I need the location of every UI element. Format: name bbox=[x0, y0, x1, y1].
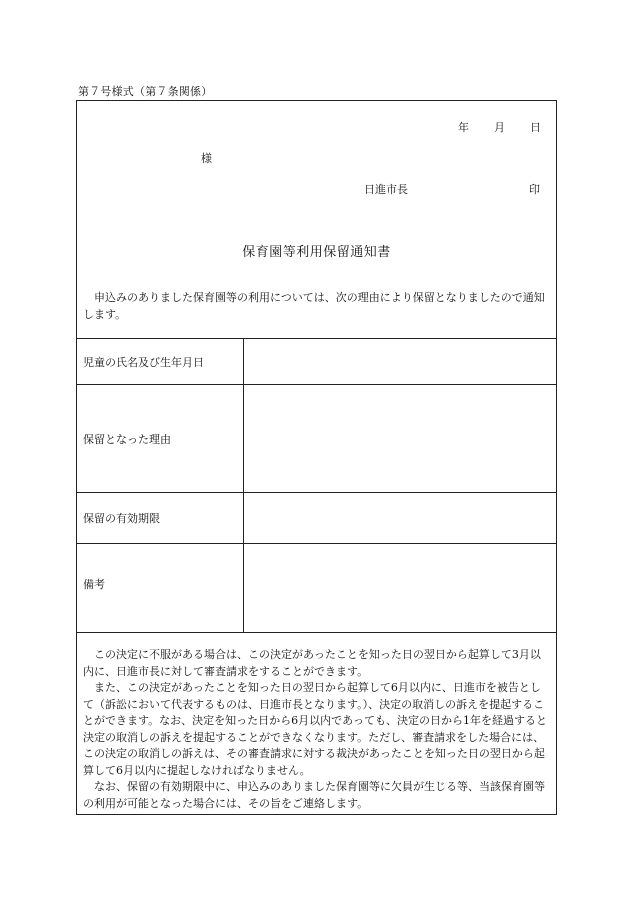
form-caption: 第７号様式（第７条関係） bbox=[78, 85, 213, 98]
field-label-validity-period: 保留の有効期限 bbox=[83, 512, 160, 525]
document-title: 保育園等利用保留通知書 bbox=[242, 245, 391, 260]
notice-paragraph: この決定に不服がある場合は、この決定があったことを知った日の翌日から起算して3月以内に、日進市長に対して審査請求をすることができます。 bbox=[83, 648, 541, 678]
intro-text: 申込みのありました保育園等の利用については、次の理由により保留となりましたので通知します。 bbox=[83, 291, 545, 321]
field-label-remarks: 備考 bbox=[83, 578, 105, 591]
notice-paragraph: なお、保留の有効期限中に、申込みのありました保育園等に欠員が生じる等、当該保育園等の利用が可能となった場合には、その旨をご連絡します。 bbox=[83, 780, 545, 810]
seal-mark: 印 bbox=[529, 183, 540, 196]
field-label-reason: 保留となった理由 bbox=[83, 433, 171, 446]
divider bbox=[77, 492, 556, 493]
date-year-label: 年 bbox=[458, 121, 469, 134]
date-day-label: 日 bbox=[530, 121, 541, 134]
divider bbox=[77, 338, 556, 339]
date-month-label: 月 bbox=[494, 121, 505, 134]
divider bbox=[77, 543, 556, 544]
column-divider bbox=[243, 338, 244, 632]
field-label-child-name-birthdate: 児童の氏名及び生年月日 bbox=[83, 356, 204, 369]
addressee-honorific: 様 bbox=[201, 152, 212, 165]
notice-form bbox=[76, 100, 557, 815]
divider bbox=[77, 384, 556, 385]
divider bbox=[77, 632, 556, 633]
issuer-name: 日進市長 bbox=[364, 183, 408, 196]
appeal-notice bbox=[83, 647, 551, 812]
notice-paragraph: また、この決定があったことを知った日の翌日から起算して6月以内に、日進市を被告として（訴訟において代表するものは、日進市長となります。）、決定の取消しの訴えを提起することができます。なお、決定を知った日から6月以内であっても、決定の日から1年を経過すると決定の取消しの訴えを提起することができなくなります。ただし、審査請求をした場合には、この決定の取消しの訴えは、その審査請求に対する裁決があったことを知った日の翌日から起算して6月以内に提起しなければなりません。 bbox=[83, 681, 548, 777]
